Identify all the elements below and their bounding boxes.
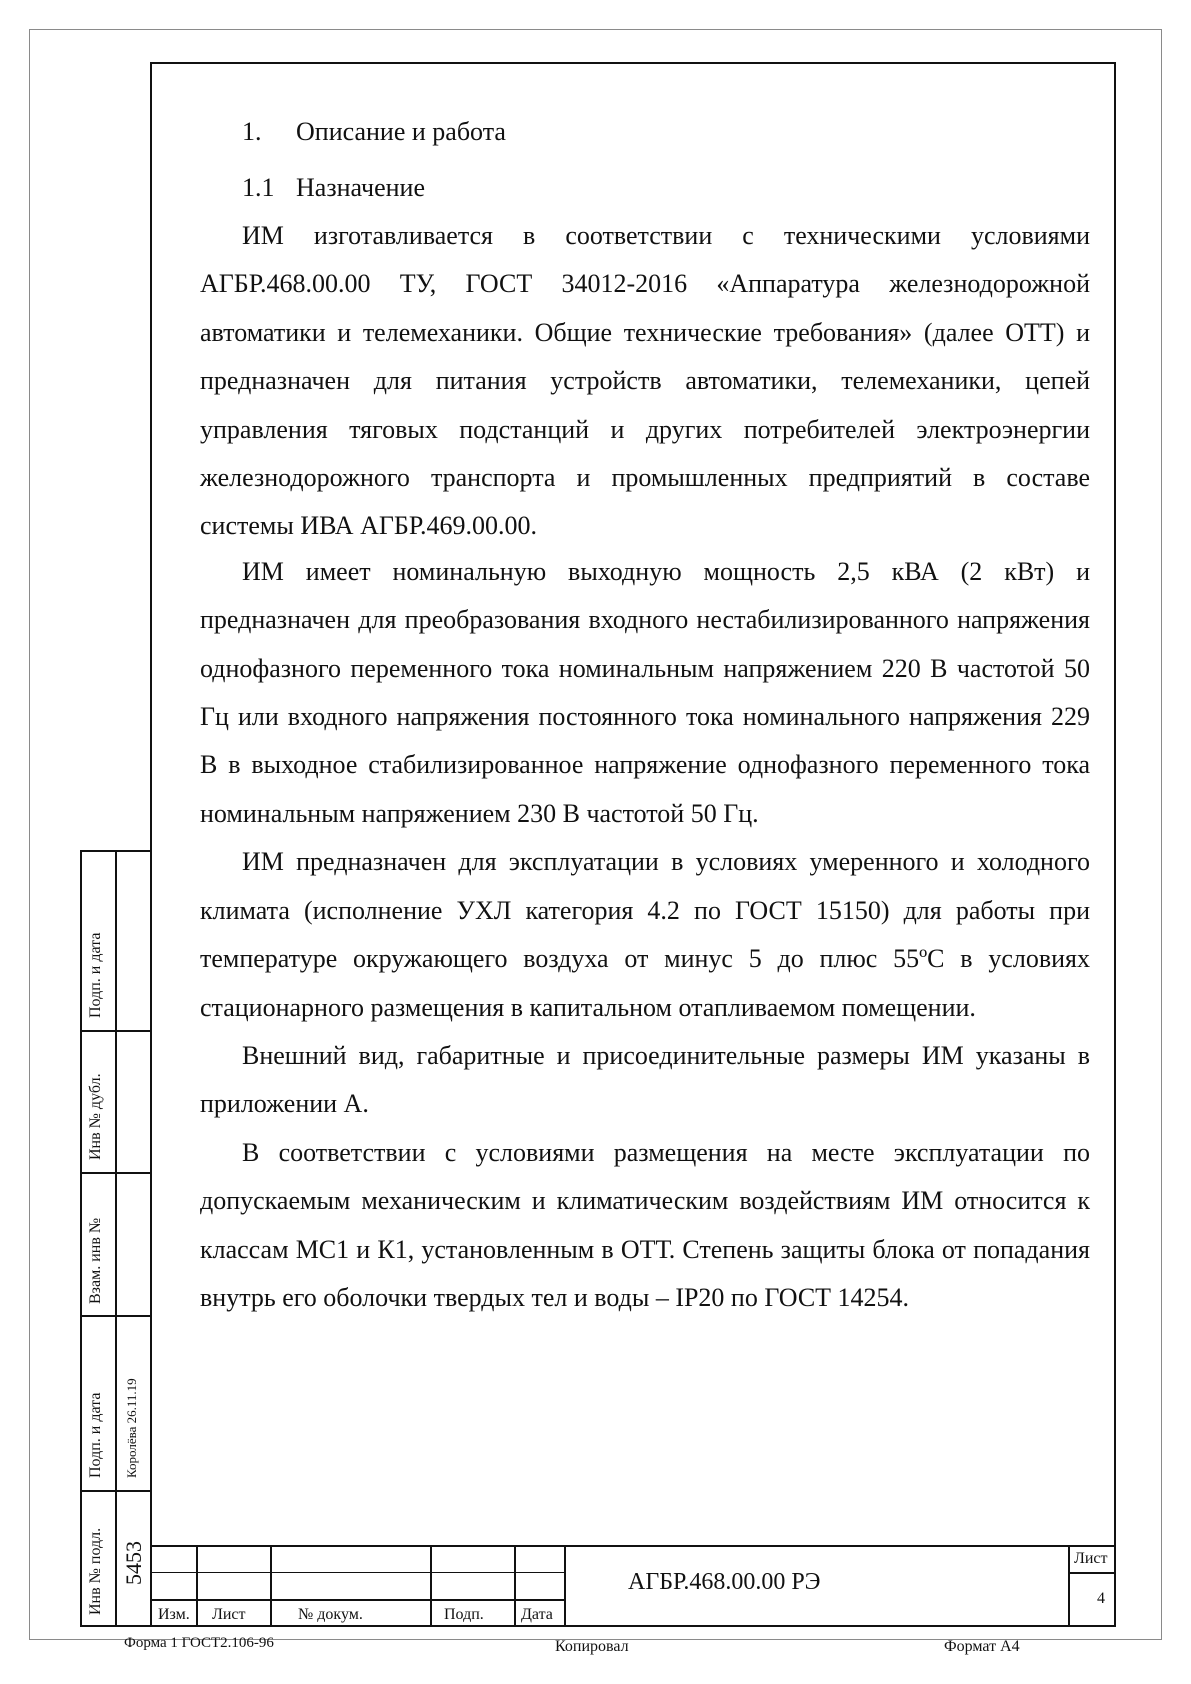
paragraph-climate: ИМ предназначен для эксплуатации в условиях умеренного и холодного климата (исполнение УХЛ категория 4.2 по ГОСТ 15150) для работы при температуре окружающего воздуха от минус 5 до плюс 55ºС в условиях стационарного размещения в капитальном отапливаемом помещении.: [200, 847, 1090, 1022]
document-designation: АГБР.468.00.00 РЭ: [628, 1569, 821, 1595]
stamp-inv-podl-value: 5453: [121, 1541, 146, 1585]
tb-col-izm: Изм.: [158, 1606, 190, 1623]
stamp-vzam-inv-label: Взам. инв №: [87, 1217, 104, 1304]
stamp-podp-data-label: Подп. и дата: [87, 932, 104, 1018]
stamp-podp-data-label-2: Подп. и дата: [87, 1392, 104, 1478]
tb-col-data: Дата: [521, 1606, 553, 1623]
footer-format: Формат А4: [944, 1638, 1020, 1655]
stamp-inv-podl-label: Инв № подл.: [87, 1527, 104, 1615]
subsection-heading: [200, 168, 1090, 212]
subsection-number: 1.1: [242, 173, 275, 202]
paragraph-appendix: Внешний вид, габаритные и присоединительные размеры ИМ указаны в приложении А.: [200, 1040, 1090, 1119]
document-body: [200, 112, 1090, 1322]
paragraph-protection: В соответствии с условиями размещения на месте эксплуатации по допускаемым механическим и климатическим воздействиям ИМ относится к классам МС1 и К1, установленным в ОТТ. Степень защиты блока от попадания внутрь его оболочки твердых тел и воды – IP20 по ГОСТ 14254.: [200, 1137, 1090, 1312]
paragraph-purpose: ИМ изготавливается в соответствии с техническими условиями АГБР.468.00.00 ТУ, ГОСТ 34012-2016 «Аппаратура железнодорожной автоматики и телемеханики. Общие технические требования» (далее ОТТ) и предназначен для питания устройств автоматики, телемеханики, цепей управления тяговых подстанций и других потребителей электроэнергии железнодорожного транспорта и промышленных предприятий в составе системы ИВА АГБР.469.00.00.: [200, 221, 1090, 541]
section-title: Описание и работа: [296, 117, 506, 146]
stamp-signature-date: Королёва 26.11.19: [124, 1378, 139, 1478]
tb-col-list: Лист: [212, 1606, 246, 1623]
footer-copied: Копировал: [555, 1638, 629, 1655]
footer-form: Форма 1 ГОСТ2.106-96: [124, 1635, 274, 1651]
tb-col-podp: Подп.: [444, 1606, 484, 1623]
tb-col-dokum: № докум.: [298, 1606, 363, 1623]
stamp-inv-dubl-label: Инв № дубл.: [87, 1073, 104, 1160]
sheet-number: 4: [1097, 1590, 1105, 1607]
section-number: 1.: [242, 117, 262, 146]
subsection-title: Назначение: [296, 173, 425, 202]
paragraph-power: ИМ имеет номинальную выходную мощность 2,5 кВА (2 кВт) и предназначен для преобразования входного нестабилизированного напряжения однофазного переменного тока номинальным напряжением 220 В частотой 50 Гц или входного напряжения постоянного тока номинального напряжения 229 В в выходное стабилизированное напряжение однофазного переменного тока номинальным напряжением 230 В частотой 50 Гц.: [200, 556, 1090, 828]
tb-sheet-label: Лист: [1074, 1550, 1108, 1567]
section-heading: [200, 112, 1090, 168]
